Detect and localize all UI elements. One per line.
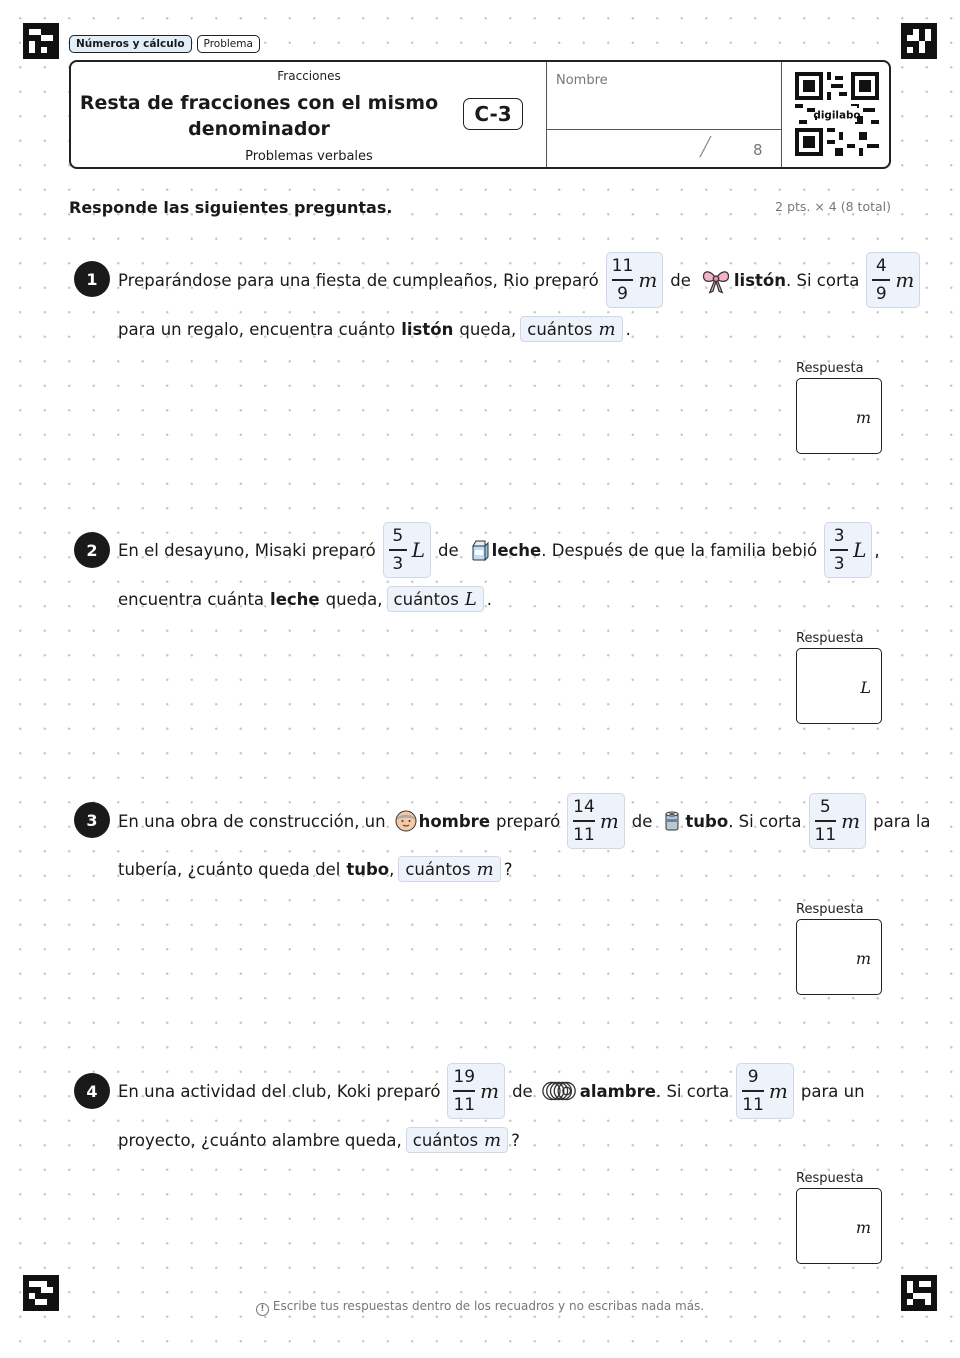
ask-box: cuántos L	[387, 586, 484, 612]
answer-box[interactable]: L	[796, 648, 882, 724]
corner-marker-top-right	[901, 23, 937, 59]
answer-box[interactable]: m	[796, 378, 882, 454]
worksheet-code: C-3	[463, 98, 523, 130]
fraction-box: 4 9 m	[866, 252, 920, 308]
question-text-line-1: En una actividad del club, Koki preparó 19 11 m de alambre . Si corta 9 11 m para un	[118, 1061, 865, 1121]
man-icon	[394, 809, 418, 833]
fraction-box: 3 3 L	[824, 522, 872, 578]
qr-code-icon	[795, 72, 879, 156]
answer-label: Respuesta	[796, 902, 864, 917]
question-number: 3	[74, 802, 110, 838]
worksheet-header	[69, 60, 891, 169]
info-icon: !	[256, 1303, 269, 1316]
footer-text: Escribe tus respuestas dentro de los recuadros y no escribas nada más.	[272, 1299, 705, 1313]
fraction-box: 9 11 m	[736, 1063, 794, 1119]
divider	[546, 129, 782, 130]
title-line-1: Resta de fracciones con el mismo	[79, 92, 439, 114]
fraction-box: 14 11 m	[567, 793, 625, 849]
footer-note	[0, 1299, 960, 1316]
divider	[781, 62, 782, 167]
question-number: 1	[74, 261, 110, 297]
ribbon-icon	[699, 265, 733, 295]
qr-label: digilabo	[813, 109, 861, 122]
question-text-line-1: En una obra de construcción, un hombre preparó 14 11 m de tubo . Si corta 5 11 m para la	[118, 791, 931, 851]
question-text-line-2: para un regalo, encuentra cuánto listón queda, cuántos m .	[118, 299, 631, 359]
fraction-box: 5 11 m	[809, 793, 867, 849]
question-text-line-2: tubería, ¿cuánto queda del tubo , cuántos m ?	[118, 839, 512, 899]
answer-box[interactable]: m	[796, 919, 882, 995]
ask-box: cuántos m	[520, 316, 622, 342]
fraction-box: 5 3 L	[383, 522, 431, 578]
topic-label: Fracciones	[277, 69, 341, 83]
wire-coil-icon	[541, 1079, 579, 1103]
question-number: 4	[74, 1073, 110, 1109]
milk-carton-icon	[467, 538, 491, 562]
divider	[546, 62, 547, 167]
question-text-line-2: encuentra cuánta leche queda, cuántos L .	[118, 569, 492, 629]
ask-box: cuántos m	[398, 856, 500, 882]
question-text-line-1: Preparándose para una fiesta de cumpleaños, Rio preparó 11 9 m de listón . Si corta 4 9 m	[118, 250, 927, 310]
question-text-line-1: En el desayuno, Misaki preparó 5 3 L de leche . Después de que la familia bebió 3 3 L ,	[118, 520, 880, 580]
fraction-box: 11 9 m	[606, 252, 664, 308]
name-field-label: Nombre	[556, 73, 608, 88]
subtitle-label: Problemas verbales	[245, 149, 373, 164]
title-line-2: denominador	[188, 118, 330, 140]
fraction-box: 19 11 m	[447, 1063, 505, 1119]
answer-label: Respuesta	[796, 361, 864, 376]
pipe-icon	[660, 809, 684, 833]
question-text-line-2: proyecto, ¿cuánto alambre queda, cuántos m ?	[118, 1110, 520, 1170]
type-tag: Problema	[197, 35, 260, 53]
answer-label: Respuesta	[796, 631, 864, 646]
ask-box: cuántos m	[406, 1127, 508, 1153]
tag-group	[69, 35, 260, 53]
instructions: Responde las siguientes preguntas.	[69, 198, 393, 217]
header-title-area	[71, 62, 547, 167]
score-slash: /	[697, 132, 713, 162]
corner-marker-top-left	[23, 23, 59, 59]
category-tag: Números y cálculo	[69, 35, 192, 53]
answer-box[interactable]: m	[796, 1188, 882, 1264]
score-total: 8	[753, 141, 763, 159]
answer-label: Respuesta	[796, 1171, 864, 1186]
points-info: 2 pts. × 4 (8 total)	[775, 199, 891, 214]
question-number: 2	[74, 532, 110, 568]
